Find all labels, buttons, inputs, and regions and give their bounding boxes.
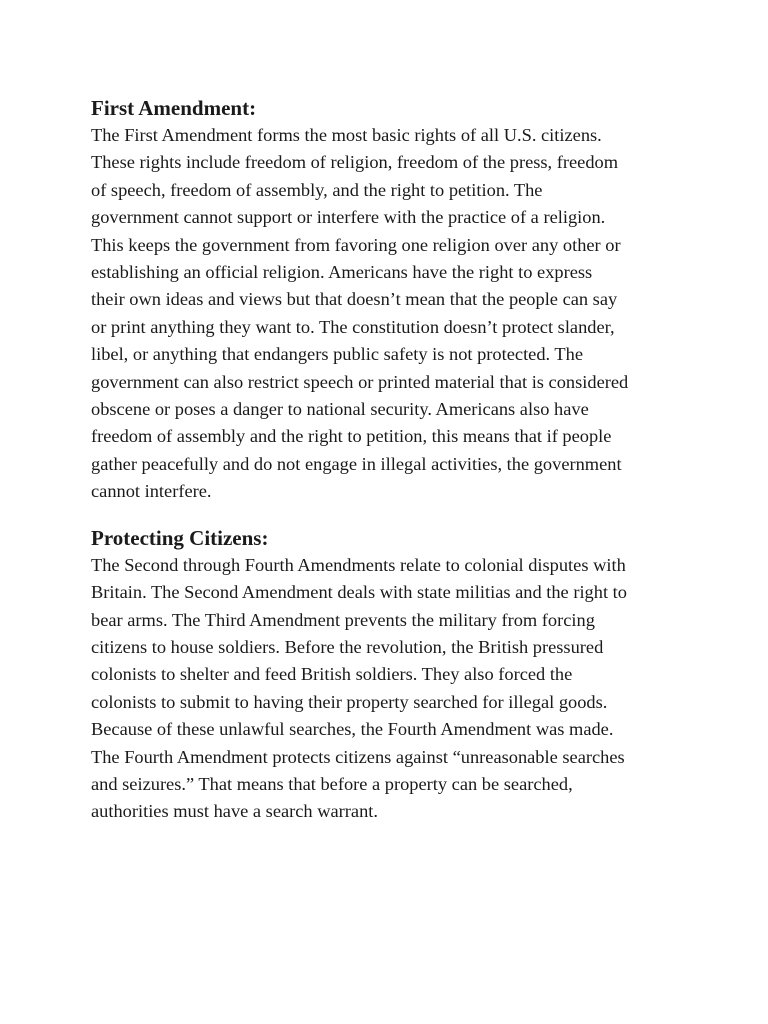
text-line: government can also restrict speech or printed material that is considered: [91, 371, 629, 392]
document-body: [91, 94, 691, 826]
section-paragraph: [91, 552, 691, 826]
section-paragraph: [91, 122, 691, 506]
text-line: gather peacefully and do not engage in illegal activities, the government: [91, 453, 622, 474]
section-heading: First Amendment:: [91, 96, 257, 120]
text-line: The Fourth Amendment protects citizens against “unreasonable searches: [91, 746, 625, 767]
section-first-amendment: [91, 94, 691, 506]
text-line: authorities must have a search warrant.: [91, 801, 378, 822]
text-line: their own ideas and views but that doesn’t mean that the people can say: [91, 289, 618, 310]
text-line: and seizures.” That means that before a property can be searched,: [91, 773, 573, 794]
text-line: The Second through Fourth Amendments relate to colonial disputes with: [91, 554, 626, 575]
text-line: cannot interfere.: [91, 481, 212, 502]
text-line: These rights include freedom of religion, freedom of the press, freedom: [91, 152, 619, 173]
text-line: government cannot support or interfere with the practice of a religion.: [91, 207, 606, 228]
text-line: colonists to submit to having their property searched for illegal goods.: [91, 691, 608, 712]
text-line: This keeps the government from favoring one religion over any other or: [91, 234, 621, 255]
text-line: The First Amendment forms the most basic rights of all U.S. citizens.: [91, 125, 602, 145]
text-line: libel, or anything that endangers public safety is not protected. The: [91, 344, 583, 365]
text-line: citizens to house soldiers. Before the revolution, the British pressured: [91, 636, 604, 657]
text-line: Britain. The Second Amendment deals with state militias and the right to: [91, 582, 627, 603]
text-line: establishing an official religion. Americans have the right to express: [91, 262, 593, 283]
text-line: obscene or poses a danger to national security. Americans also have: [91, 399, 589, 420]
section-protecting-citizens: [91, 524, 691, 826]
text-line: or print anything they want to. The constitution doesn’t protect slander,: [91, 316, 615, 337]
text-line: of speech, freedom of assembly, and the right to petition. The: [91, 179, 543, 200]
section-heading: Protecting Citizens:: [91, 525, 269, 550]
text-line: freedom of assembly and the right to petition, this means that if people: [91, 426, 612, 447]
text-line: colonists to shelter and feed British soldiers. They also forced the: [91, 664, 573, 685]
text-line: bear arms. The Third Amendment prevents the military from forcing: [91, 609, 595, 630]
text-line: Because of these unlawful searches, the Fourth Amendment was made.: [91, 719, 614, 740]
